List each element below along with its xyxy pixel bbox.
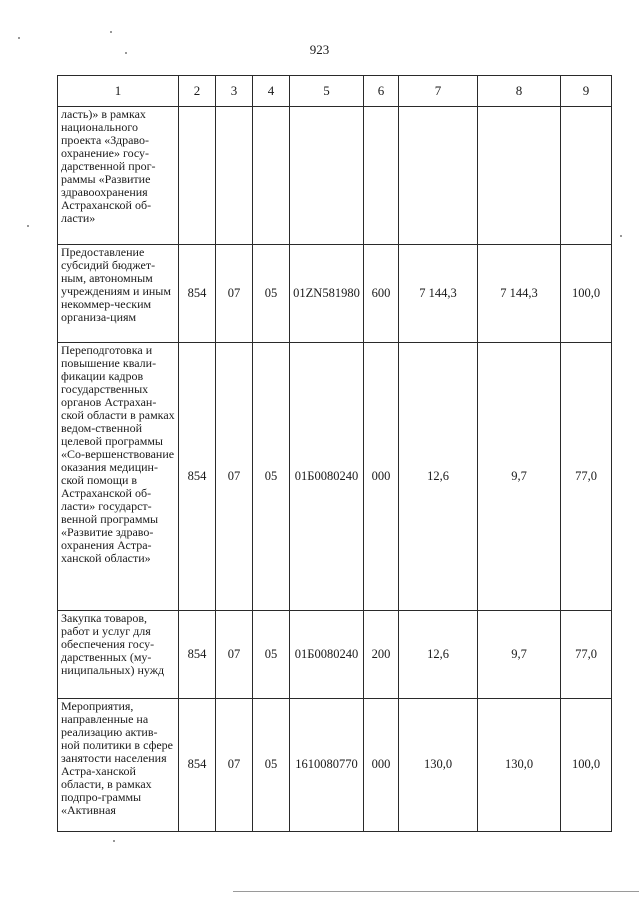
cell-ministry-code: 854 xyxy=(179,699,216,832)
scan-speck xyxy=(620,235,622,237)
column-header: 1 xyxy=(58,76,179,107)
cell-section: 07 xyxy=(216,611,253,699)
cell-target-article: 1610080770 xyxy=(290,699,364,832)
cell-ministry-code: 854 xyxy=(179,245,216,343)
column-header: 9 xyxy=(561,76,612,107)
cell-expense-type: 200 xyxy=(364,611,399,699)
scan-speck xyxy=(110,31,112,33)
cell-executed: 9,7 xyxy=(478,343,561,611)
table-row xyxy=(58,107,612,245)
cell-executed: 9,7 xyxy=(478,611,561,699)
cell-target-article: 01ZN581980 xyxy=(290,245,364,343)
scan-speck xyxy=(113,840,115,842)
cell-percent: 100,0 xyxy=(561,245,612,343)
page-number: 923 xyxy=(309,42,330,57)
table-row xyxy=(58,245,612,343)
cell-target-article xyxy=(290,107,364,245)
row-description: Закупка товаров, работ и услуг для обеспечения госу-дарственных (му-ниципальных) нужд xyxy=(58,611,179,699)
cell-subsection: 05 xyxy=(253,699,290,832)
row-description: ласть)» в рамках национального проекта «Здраво-охранение» госу-дарственной прог-раммы «Развитие здравоохранения Астраханской об-ласти» xyxy=(58,107,179,245)
cell-percent xyxy=(561,107,612,245)
scan-edge-line xyxy=(233,891,639,892)
cell-plan xyxy=(399,107,478,245)
cell-expense-type: 600 xyxy=(364,245,399,343)
cell-subsection: 05 xyxy=(253,245,290,343)
column-header: 5 xyxy=(290,76,364,107)
cell-expense-type xyxy=(364,107,399,245)
column-header: 7 xyxy=(399,76,478,107)
cell-section: 07 xyxy=(216,699,253,832)
table-row xyxy=(58,699,612,832)
cell-percent: 77,0 xyxy=(561,611,612,699)
scan-speck xyxy=(27,225,29,227)
cell-executed xyxy=(478,107,561,245)
cell-expense-type: 000 xyxy=(364,343,399,611)
cell-target-article: 01Б0080240 xyxy=(290,343,364,611)
cell-ministry-code: 854 xyxy=(179,611,216,699)
column-header: 3 xyxy=(216,76,253,107)
column-header: 6 xyxy=(364,76,399,107)
row-description: Мероприятия, направленные на реализацию актив-ной политики в сфере занятости населения Астра-ханской области, в рамках подпро-граммы «Активная xyxy=(58,699,179,832)
column-header: 8 xyxy=(478,76,561,107)
budget-table xyxy=(57,75,612,832)
scan-speck xyxy=(18,37,20,39)
table-row xyxy=(58,611,612,699)
table-row xyxy=(58,343,612,611)
cell-plan: 12,6 xyxy=(399,343,478,611)
cell-expense-type: 000 xyxy=(364,699,399,832)
cell-percent: 77,0 xyxy=(561,343,612,611)
cell-target-article: 01Б0080240 xyxy=(290,611,364,699)
cell-section: 07 xyxy=(216,245,253,343)
row-description: Предоставление субсидий бюджет-ным, автономным учреждениям и иным некоммер-ческим организа-циям xyxy=(58,245,179,343)
table-header-row xyxy=(58,76,612,107)
column-header: 2 xyxy=(179,76,216,107)
cell-ministry-code xyxy=(179,107,216,245)
cell-section xyxy=(216,107,253,245)
cell-executed: 130,0 xyxy=(478,699,561,832)
column-header: 4 xyxy=(253,76,290,107)
cell-subsection: 05 xyxy=(253,343,290,611)
cell-plan: 12,6 xyxy=(399,611,478,699)
cell-percent: 100,0 xyxy=(561,699,612,832)
cell-ministry-code: 854 xyxy=(179,343,216,611)
cell-plan: 130,0 xyxy=(399,699,478,832)
cell-subsection: 05 xyxy=(253,611,290,699)
cell-section: 07 xyxy=(216,343,253,611)
cell-executed: 7 144,3 xyxy=(478,245,561,343)
row-description: Переподготовка и повышение квали-фикации кадров государственных органов Астрахан-ской области в рамках ведом-ственной целевой программы «Со-вершенствование оказания медицин-ской помощи в Астраханской об-ласти» государст-венной программы «Развитие здраво-охранения Астра-ханской области» xyxy=(58,343,179,611)
scan-speck xyxy=(125,52,127,54)
cell-plan: 7 144,3 xyxy=(399,245,478,343)
cell-subsection xyxy=(253,107,290,245)
